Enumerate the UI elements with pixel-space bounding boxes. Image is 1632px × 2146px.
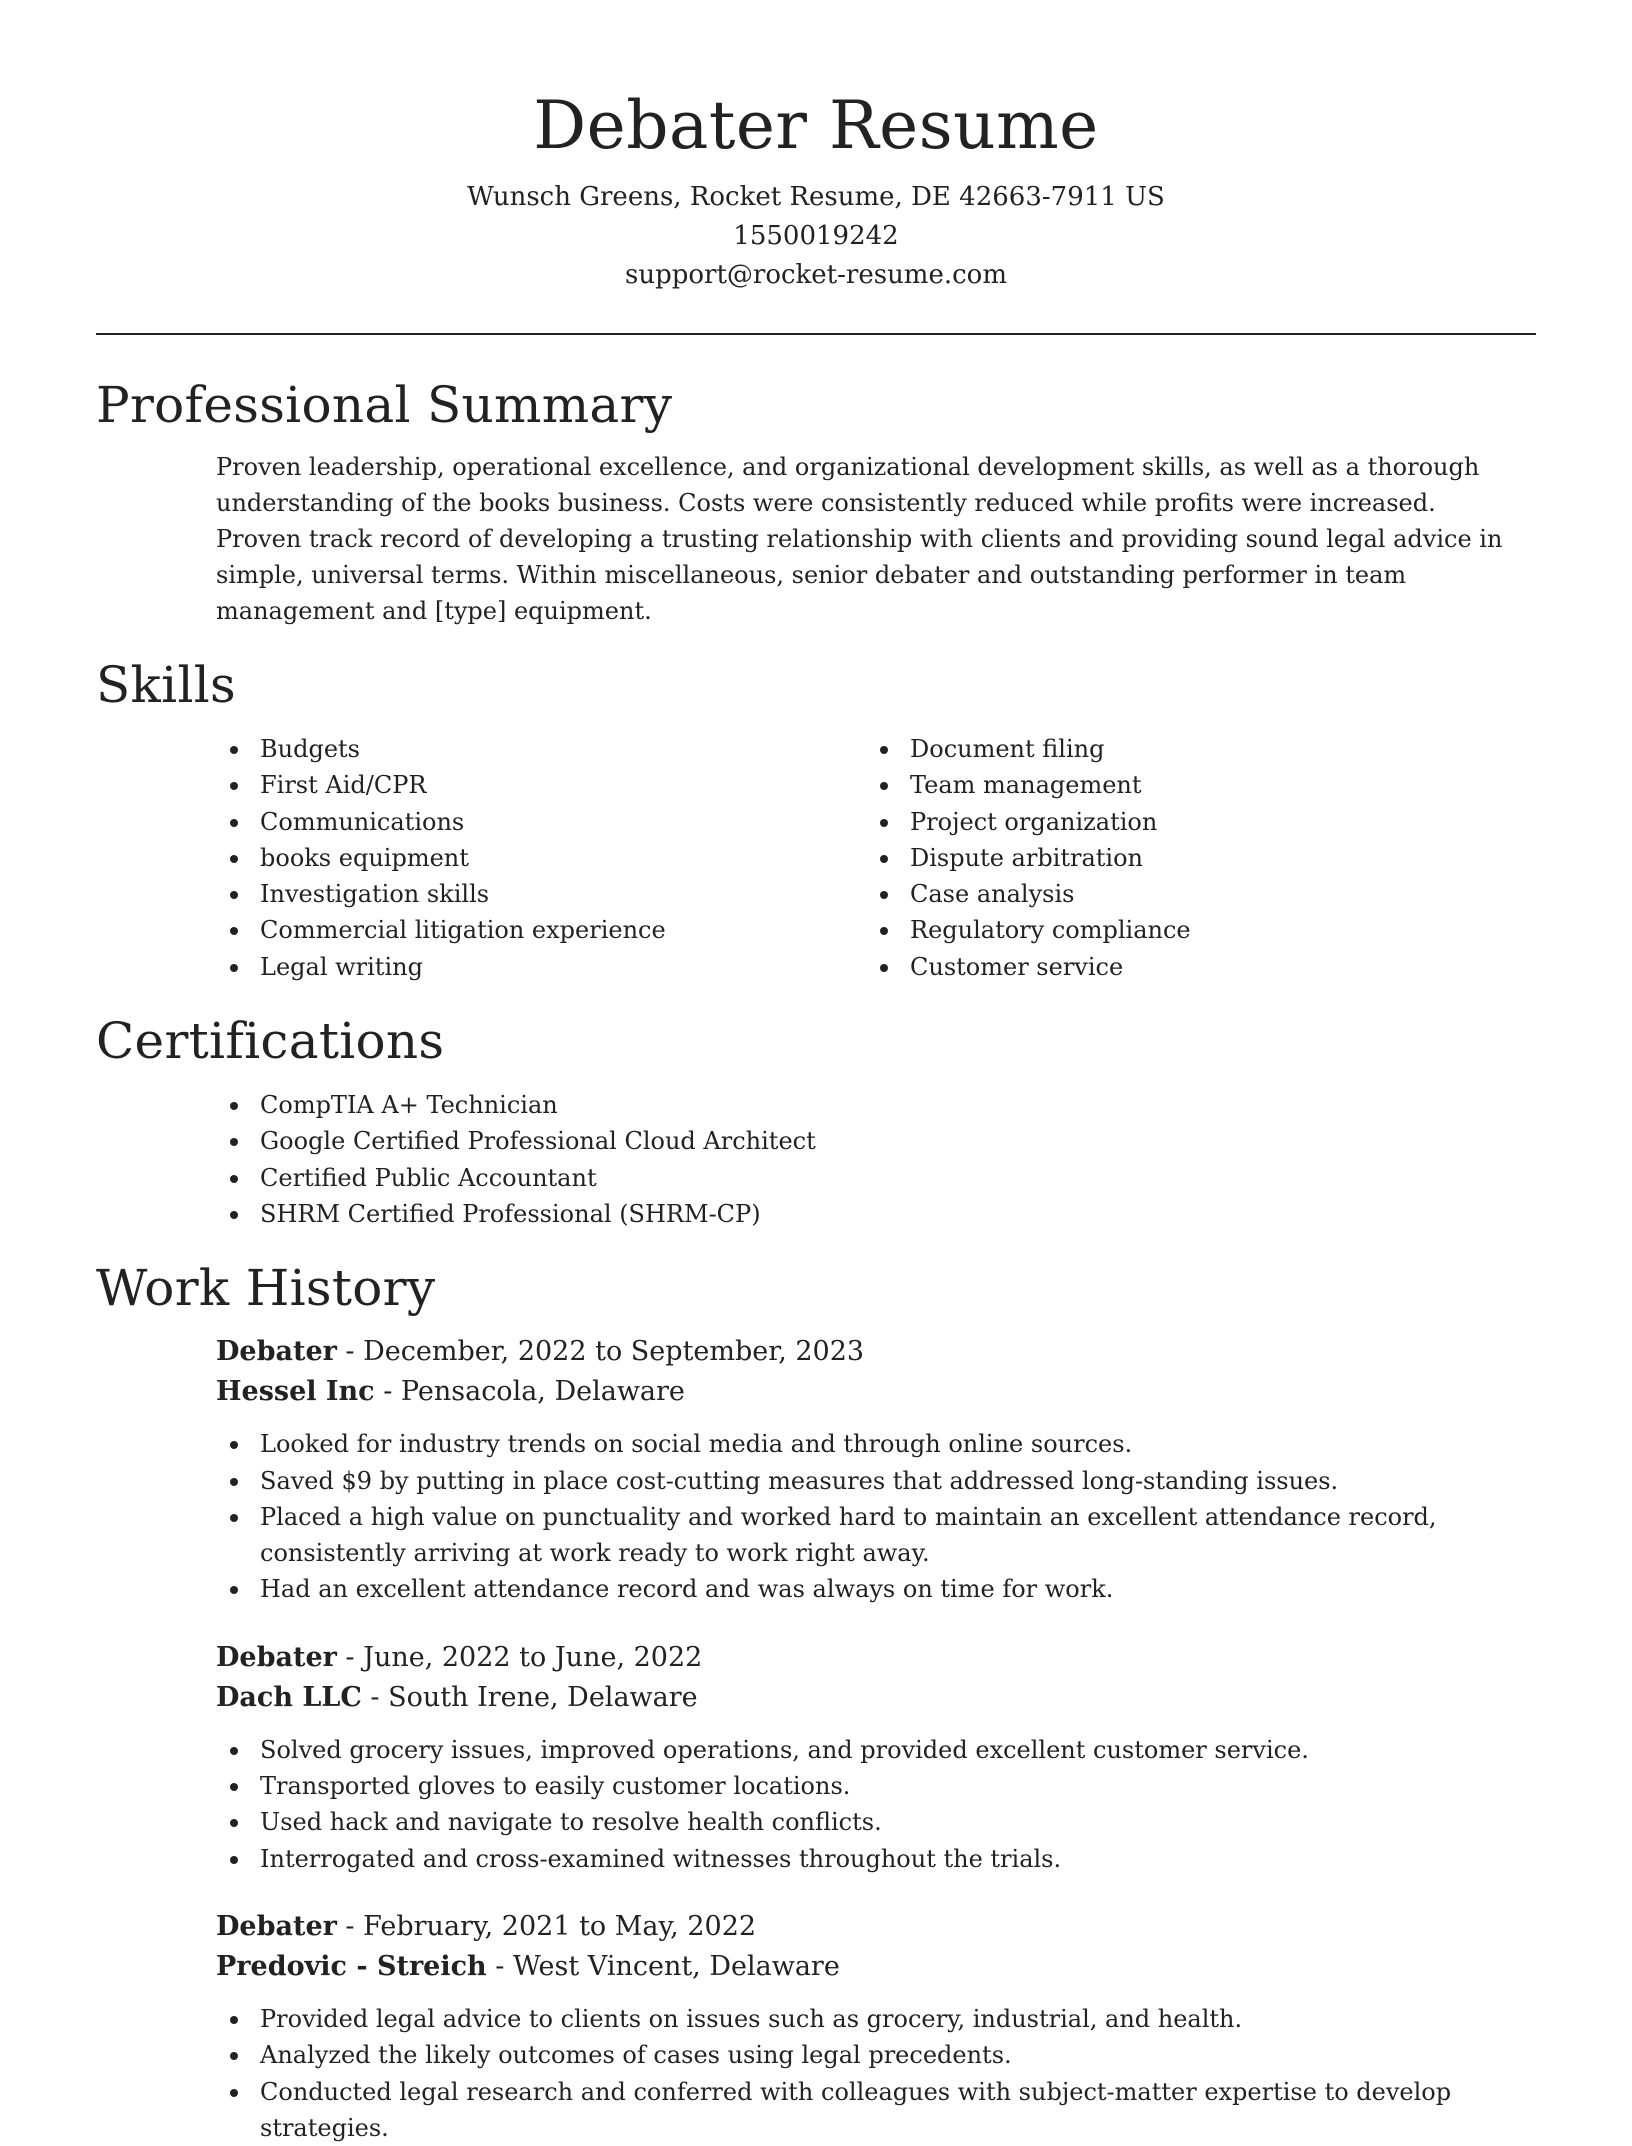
- job-entry: [216, 1638, 1536, 1877]
- company-name: Hessel Inc: [216, 1376, 375, 1408]
- skills-heading: Skills: [96, 656, 236, 714]
- list-item: Google Certified Professional Cloud Architect: [216, 1123, 1536, 1159]
- job-entry: [216, 1907, 1536, 2146]
- list-item: Commercial litigation experience: [216, 912, 866, 948]
- job-company: [216, 1372, 1536, 1412]
- job-role: Debater: [216, 1641, 337, 1673]
- list-item: Customer service: [866, 949, 1516, 985]
- company-location: - South Irene, Delaware: [361, 1681, 698, 1713]
- list-item: Interrogated and cross-examined witnesses throughout the trials.: [216, 1841, 1536, 1877]
- list-item: Conducted legal research and conferred with colleagues with subject-matter expertise to develop strategies.: [216, 2074, 1536, 2146]
- skills-list-right: [866, 731, 1516, 985]
- resume-title: Debater Resume: [533, 87, 1099, 164]
- list-item: Provided legal advice to clients on issues such as grocery, industrial, and health.: [216, 2001, 1536, 2037]
- job-title: [216, 1907, 1536, 1947]
- summary-heading: Professional Summary: [96, 376, 673, 434]
- work-history-section: [96, 1258, 1536, 2146]
- certifications-heading: Certifications: [96, 1012, 445, 1071]
- contact-info: [96, 178, 1536, 295]
- list-item: Solved grocery issues, improved operations, and provided excellent customer service.: [216, 1732, 1536, 1768]
- list-item: Placed a high value on punctuality and worked hard to maintain an excellent attendance record, consistently arriving at work ready to work right away.: [216, 1499, 1536, 1572]
- job-title: [216, 1638, 1536, 1678]
- list-item: Transported gloves to easily customer locations.: [216, 1768, 1536, 1804]
- list-item: Document filing: [866, 731, 1516, 767]
- skills-list-left: [216, 731, 866, 985]
- job-company: [216, 1947, 1536, 1987]
- phone: 1550019242: [733, 221, 899, 251]
- list-item: Certified Public Accountant: [216, 1160, 1536, 1196]
- work-history-heading: Work History: [96, 1259, 436, 1318]
- summary-section: [96, 375, 1536, 629]
- job-bullets: [216, 1426, 1536, 1607]
- summary-text: Proven leadership, operational excellence, and organizational development skills, as well as a thorough understanding of the books business. Costs were consistently reduced while profits were increased. Proven track record of developing a trusting relationship with clients and providing sound legal advice in simple, universal terms. Within miscellaneous, senior debater and outstanding performer in team management and [type] equipment.: [216, 453, 1503, 625]
- list-item: Budgets: [216, 731, 866, 767]
- job-company: [216, 1678, 1536, 1718]
- job-role: Debater: [216, 1336, 337, 1368]
- list-item: SHRM Certified Professional (SHRM-CP): [216, 1196, 1536, 1232]
- list-item: CompTIA A+ Technician: [216, 1087, 1536, 1123]
- list-item: Looked for industry trends on social media and through online sources.: [216, 1426, 1536, 1462]
- job-dates: - February, 2021 to May, 2022: [336, 1910, 757, 1942]
- skills-columns: [216, 731, 1536, 985]
- list-item: Analyzed the likely outcomes of cases using legal precedents.: [216, 2037, 1536, 2073]
- list-item: Used hack and navigate to resolve health conflicts.: [216, 1804, 1536, 1840]
- company-name: Dach LLC: [216, 1681, 362, 1713]
- list-item: Team management: [866, 767, 1516, 803]
- skills-section: [96, 655, 1536, 985]
- company-name: Predovic - Streich: [216, 1950, 487, 1982]
- resume-page: [96, 0, 1536, 2146]
- company-location: - Pensacola, Delaware: [374, 1376, 685, 1408]
- certifications-section: [96, 1011, 1536, 1232]
- job-bullets: [216, 1732, 1536, 1877]
- list-item: Dispute arbitration: [866, 840, 1516, 876]
- list-item: Had an excellent attendance record and was always on time for work.: [216, 1571, 1536, 1607]
- list-item: Legal writing: [216, 949, 866, 985]
- list-item: Saved $9 by putting in place cost-cutting measures that addressed long-standing issues.: [216, 1463, 1536, 1499]
- list-item: First Aid/CPR: [216, 767, 866, 803]
- list-item: Regulatory compliance: [866, 912, 1516, 948]
- list-item: books equipment: [216, 840, 866, 876]
- address: Wunsch Greens, Rocket Resume, DE 42663-7911 US: [467, 182, 1165, 212]
- list-item: Investigation skills: [216, 876, 866, 912]
- job-dates: - December, 2022 to September, 2023: [336, 1336, 865, 1368]
- email: support@rocket-resume.com: [624, 260, 1007, 290]
- list-item: Project organization: [866, 804, 1516, 840]
- job-title: [216, 1332, 1536, 1372]
- job-role: Debater: [216, 1910, 337, 1942]
- certifications-list: [216, 1087, 1536, 1232]
- list-item: Communications: [216, 804, 866, 840]
- header-divider: [96, 333, 1536, 335]
- list-item: Case analysis: [866, 876, 1516, 912]
- resume-header: [96, 0, 1536, 295]
- company-location: - West Vincent, Delaware: [486, 1950, 840, 1982]
- job-bullets: [216, 2001, 1536, 2146]
- job-entry: [216, 1332, 1536, 1607]
- job-dates: - June, 2022 to June, 2022: [336, 1641, 703, 1673]
